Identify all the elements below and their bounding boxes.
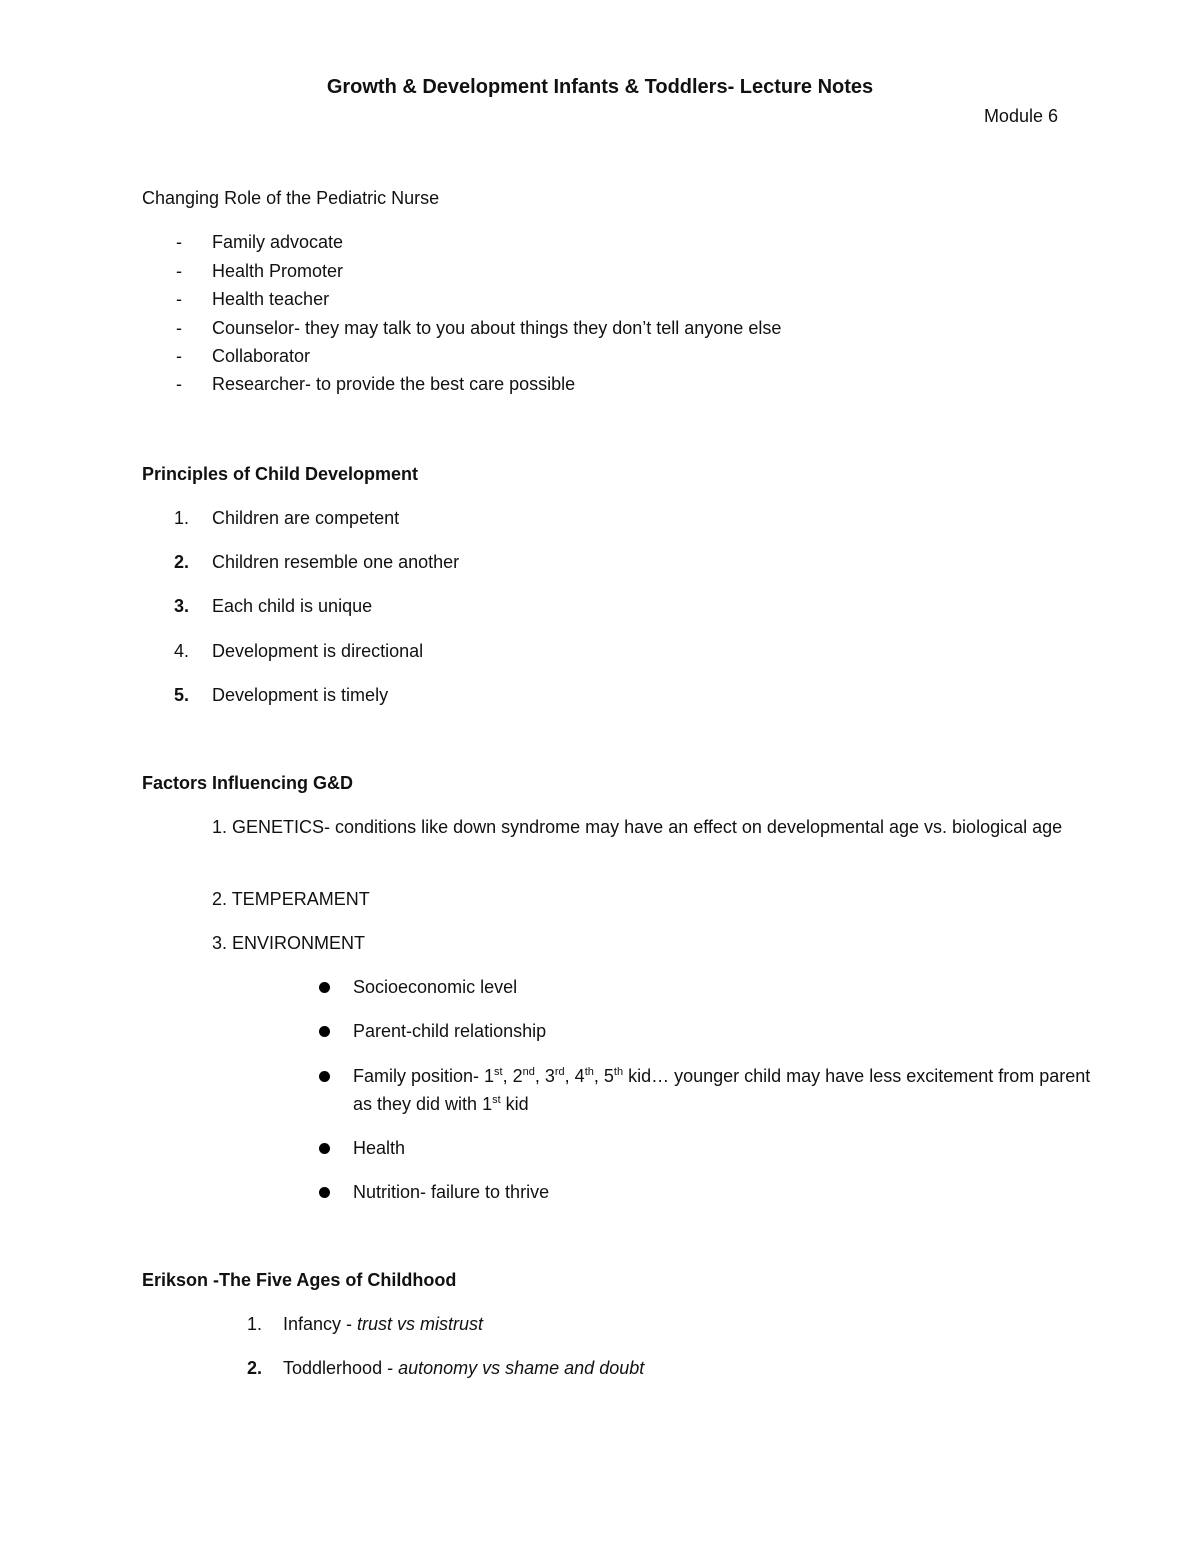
module-label: Module 6 [983,106,1058,126]
list-item: Health Promoter [212,261,344,281]
environment-item: Socioeconomic level [353,977,518,997]
list-number: 4. [174,641,190,661]
stage-name: Infancy - [283,1314,358,1334]
list-item: Collaborator [212,346,311,366]
dash-marker: - [176,374,182,394]
list-number: 5. [174,685,190,705]
list-item: Children are competent [212,508,400,528]
environment-item-family-position [353,1062,1093,1118]
environment-item: Parent-child relationship [353,1021,547,1041]
list-number: 2. [247,1358,263,1378]
bullet-icon [319,982,330,993]
section-heading-erikson: Erikson -The Five Ages of Childhood [142,1270,457,1290]
factor-environment: 3. ENVIRONMENT [212,933,366,953]
stage-name: Toddlerhood - [283,1358,399,1378]
dash-marker: - [176,289,182,309]
list-number: 2. [174,552,190,572]
ordinal-suffix: st [492,1094,501,1106]
environment-item: Health [353,1138,406,1158]
dash-marker: - [176,232,182,252]
list-number: 3. [174,596,190,616]
factor-temperament: 2. TEMPERAMENT [212,889,370,909]
ordinal-suffix: th [584,1066,594,1078]
section-heading-nurse-role: Changing Role of the Pediatric Nurse [142,188,440,208]
erikson-stage [283,1314,483,1335]
ordinal-suffix: st [494,1066,503,1078]
erikson-stage [283,1358,644,1379]
list-item: Health teacher [212,289,330,309]
ordinal-suffix: nd [522,1066,535,1078]
list-number: 1. [174,508,190,528]
family-position-text: , 3 [534,1066,555,1086]
family-position-text: kid [500,1094,529,1114]
family-position-text: , 4 [564,1066,585,1086]
section-heading-principles: Principles of Child Development [142,464,419,484]
list-item: Children resemble one another [212,552,460,572]
family-position-prefix: Family position- 1 [353,1066,495,1086]
list-item: Each child is unique [212,596,373,616]
bullet-icon [319,1143,330,1154]
list-item: Counselor- they may talk to you about things they don’t tell anyone else [212,318,782,338]
ordinal-suffix: rd [554,1066,565,1078]
list-item: Researcher- to provide the best care possible [212,374,576,394]
bullet-icon [319,1026,330,1037]
document-title: Growth & Development Infants & Toddlers- Lecture Notes [326,76,874,98]
family-position-text: , 5 [593,1066,614,1086]
bullet-icon [319,1187,330,1198]
environment-item: Nutrition- failure to thrive [353,1182,550,1202]
stage-conflict: autonomy vs shame and doubt [398,1358,645,1378]
family-position-text: kid… younger child may have less excitement from parent as they did with 1 [353,1066,1091,1114]
list-item: Development is directional [212,641,424,661]
stage-conflict: trust vs mistrust [357,1314,484,1334]
dash-marker: - [176,318,182,338]
dash-marker: - [176,346,182,366]
list-number: 1. [247,1314,263,1334]
section-heading-factors: Factors Influencing G&D [142,773,354,793]
list-item: Development is timely [212,685,389,705]
bullet-icon [319,1071,330,1082]
list-item: Family advocate [212,232,344,252]
dash-marker: - [176,261,182,281]
ordinal-suffix: th [613,1066,624,1078]
factor-genetics: 1. GENETICS- conditions like down syndrome may have an effect on developmental age vs. biological age [212,817,1063,837]
family-position-text: , 2 [502,1066,523,1086]
